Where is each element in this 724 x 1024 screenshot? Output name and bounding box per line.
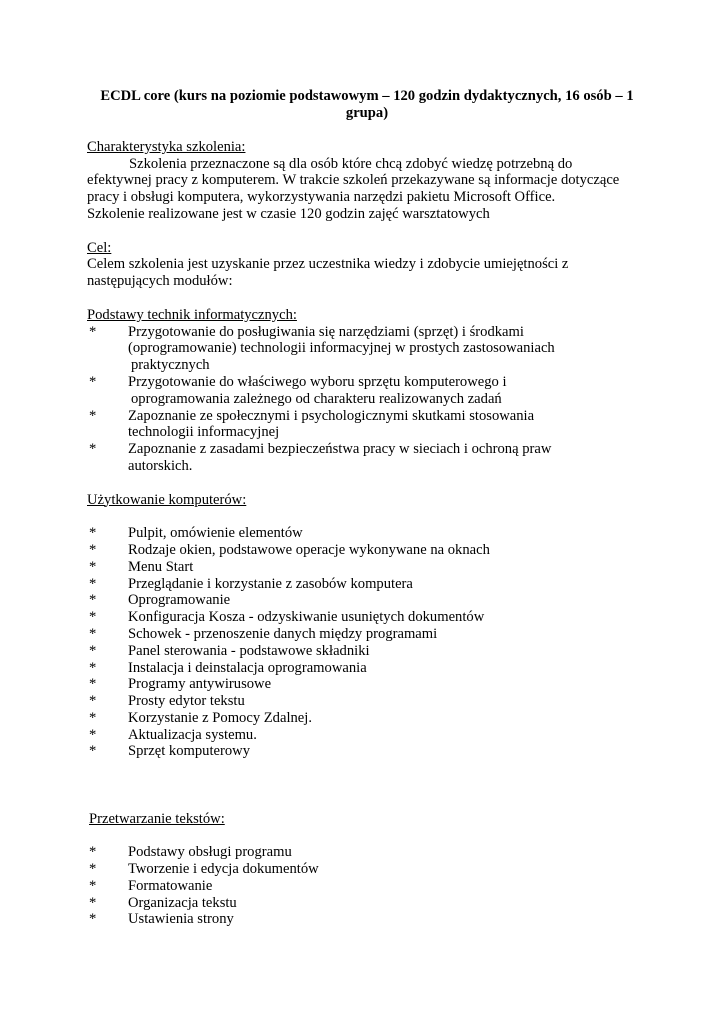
list-item: [87, 911, 647, 928]
przetwarzanie-list: [87, 844, 647, 928]
list-item-text: Panel sterowania - podstawowe składniki: [128, 642, 370, 659]
bullet-star: *: [89, 525, 97, 542]
list-item: [87, 576, 647, 593]
bullet-star: *: [89, 911, 97, 928]
section-heading-przetwarzanie: Przetwarzanie tekstów:: [89, 810, 225, 827]
list-item: [87, 660, 647, 677]
list-item-text: Podstawy obsługi programu: [128, 844, 292, 861]
list-item-text: Organizacja tekstu: [128, 894, 237, 911]
list-item: [87, 626, 647, 643]
bullet-star: *: [89, 877, 97, 894]
podstawy-list: [87, 324, 647, 475]
bullet-star: *: [89, 709, 97, 726]
bullet-star: *: [89, 592, 97, 609]
list-item-line: oprogramowania zależnego od charakteru realizowanych zadań: [131, 390, 502, 407]
charakterystyka-line-4: Szkolenie realizowane jest w czasie 120 godzin zajęć warsztatowych: [87, 205, 490, 222]
list-item: [87, 408, 647, 442]
list-item-text: Ustawienia strony: [128, 911, 234, 928]
bullet-star: *: [89, 844, 97, 861]
section-heading-cel: Cel:: [87, 239, 112, 256]
cel-line-2: następujących modułów:: [87, 273, 233, 290]
list-item-line: (oprogramowanie) technologii informacyjnej w prostych zastosowaniach: [128, 340, 555, 357]
list-item-text: Aktualizacja systemu.: [128, 726, 257, 743]
list-item-line: autorskich.: [128, 457, 193, 474]
charakterystyka-line-1: Szkolenia przeznaczone są dla osób które chcą zdobyć wiedzę potrzebną do: [129, 155, 573, 172]
list-item: [87, 525, 647, 542]
list-item: [87, 878, 647, 895]
list-item-line: Zapoznanie z zasadami bezpieczeństwa pracy w sieciach i ochroną praw: [128, 441, 552, 458]
bullet-star: *: [89, 743, 97, 760]
bullet-star: *: [89, 575, 97, 592]
list-item: [87, 895, 647, 912]
title-line-1: ECDL core (kurs na poziomie podstawowym – 120 godzin dydaktycznych, 16 osób – 1: [100, 88, 634, 104]
charakterystyka-line-3: pracy i obsługi komputera, wykorzystywania narzędzi pakietu Microsoft Office.: [87, 189, 556, 206]
list-item-text: Instalacja i deinstalacja oprogramowania: [128, 659, 367, 676]
list-item: [87, 727, 647, 744]
section-heading-podstawy: Podstawy technik informatycznych:: [87, 306, 297, 323]
section-heading-charakterystyka: Charakterystyka szkolenia:: [87, 138, 246, 155]
list-item: [87, 693, 647, 710]
list-item-text: Sprzęt komputerowy: [128, 743, 250, 760]
list-item-text: Przeglądanie i korzystanie z zasobów komputera: [128, 575, 413, 592]
list-item-text: Formatowanie: [128, 877, 213, 894]
list-item: [87, 374, 647, 408]
bullet-star: *: [89, 625, 97, 642]
section-heading-uzytkowanie: Użytkowanie komputerów:: [87, 491, 247, 508]
list-item: [87, 844, 647, 861]
bullet-star: *: [89, 693, 97, 710]
list-item-text: Konfiguracja Kosza - odzyskiwanie usuniętych dokumentów: [128, 609, 485, 626]
list-item-text: Rodzaje okien, podstawowe operacje wykonywane na oknach: [128, 541, 490, 558]
charakterystyka-line-2: efektywnej pracy z komputerem. W trakcie szkoleń przekazywane są informacje dotyczące: [87, 172, 620, 189]
list-item: [87, 743, 647, 760]
bullet-star: *: [89, 676, 97, 693]
bullet-star: *: [89, 642, 97, 659]
list-item: [87, 643, 647, 660]
list-item: [87, 324, 647, 374]
list-item-text: Programy antywirusowe: [128, 676, 272, 693]
bullet-star: *: [89, 373, 97, 390]
list-item: [87, 710, 647, 727]
list-item-text: Prosty edytor tekstu: [128, 693, 245, 710]
list-item-line: Przygotowanie do posługiwania się narzędziami (sprzęt) i środkami: [128, 323, 524, 340]
list-item-line: praktycznych: [131, 357, 210, 374]
bullet-star: *: [89, 894, 97, 911]
bullet-star: *: [89, 323, 97, 340]
document-title: [87, 88, 647, 122]
bullet-star: *: [89, 541, 97, 558]
title-line-2: grupa): [345, 105, 389, 121]
uzytkowanie-list: [87, 525, 647, 760]
list-item-text: Oprogramowanie: [128, 592, 231, 609]
bullet-star: *: [89, 558, 97, 575]
list-item: [87, 592, 647, 609]
list-item-text: Pulpit, omówienie elementów: [128, 525, 303, 542]
bullet-star: *: [89, 441, 97, 458]
bullet-star: *: [89, 609, 97, 626]
list-item-line: technologii informacyjnej: [128, 424, 280, 441]
list-item: [87, 861, 647, 878]
list-item-line: Zapoznanie ze społecznymi i psychologicznymi skutkami stosowania: [128, 407, 535, 424]
list-item: [87, 441, 647, 475]
cel-line-1: Celem szkolenia jest uzyskanie przez uczestnika wiedzy i zdobycie umiejętności z: [87, 256, 569, 273]
bullet-star: *: [89, 861, 97, 878]
bullet-star: *: [89, 659, 97, 676]
list-item-text: Tworzenie i edycja dokumentów: [128, 861, 319, 878]
list-item-text: Korzystanie z Pomocy Zdalnej.: [128, 709, 312, 726]
list-item-text: Schowek - przenoszenie danych między programami: [128, 625, 438, 642]
bullet-star: *: [89, 726, 97, 743]
list-item: [87, 676, 647, 693]
list-item-line: Przygotowanie do właściwego wyboru sprzętu komputerowego i: [128, 373, 507, 390]
list-item-text: Menu Start: [128, 558, 194, 575]
bullet-star: *: [89, 407, 97, 424]
document-page: [87, 88, 647, 928]
list-item: [87, 542, 647, 559]
list-item: [87, 609, 647, 626]
list-item: [87, 559, 647, 576]
